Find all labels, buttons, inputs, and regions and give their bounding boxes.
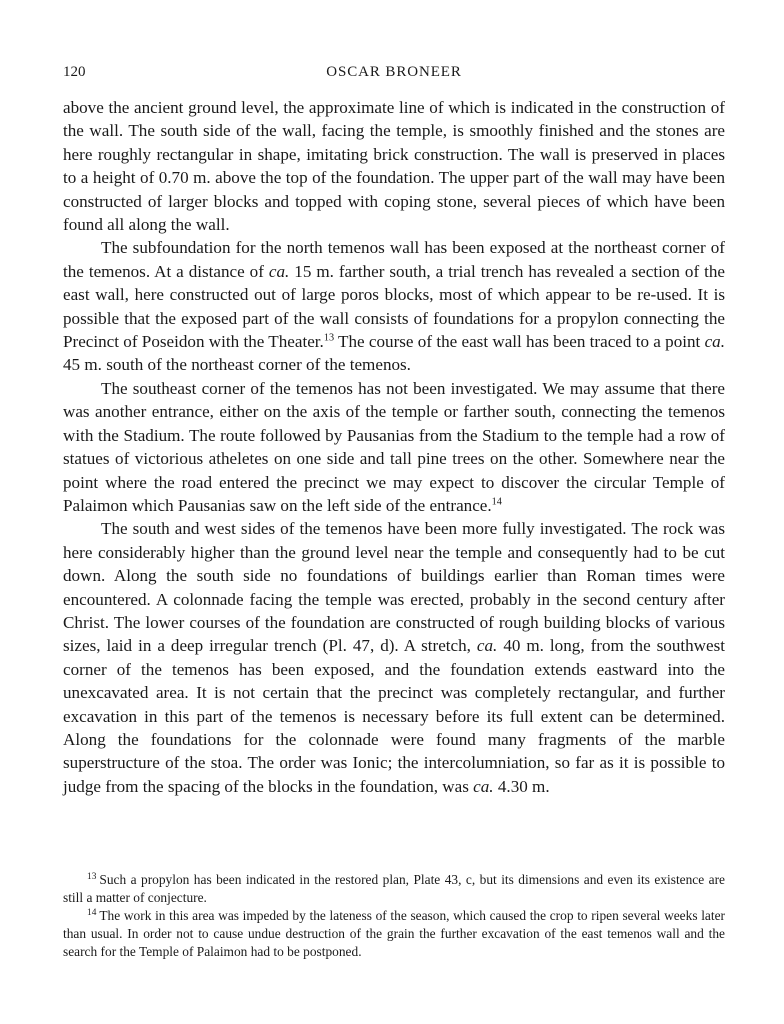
running-head: OSCAR BRONEER xyxy=(326,64,462,80)
text-segment: The course of the east wall has been traced to a point xyxy=(334,332,705,352)
page-number: 120 xyxy=(63,64,86,80)
italic-abbreviation: ca. xyxy=(268,261,290,281)
text-segment: The subfoundation for the north temenos wall has been exposed at the northeast corner of the temenos. At a distance of xyxy=(63,238,725,281)
book-page xyxy=(63,0,725,1024)
text-segment: 15 m. farther south, a trial trench has revealed a section of the east wall, here constructed out of large poros blocks, most of which appear to be re-used. It is possible that the exposed part of the wall consists of foundations for a propylon connecting the Precinct of Poseidon with the Theater. xyxy=(63,261,725,352)
footnote-text: Such a propylon has been indicated in the restored plan, Plate 43, c, but its dimensions and even its existence are still a matter of conjecture. xyxy=(63,872,725,905)
italic-abbreviation: ca. xyxy=(473,776,494,796)
footnote-13 xyxy=(63,871,725,907)
footnote-number: 13 xyxy=(87,871,97,882)
italic-abbreviation: ca. xyxy=(476,636,498,656)
footnote-reference: 14 xyxy=(491,496,502,508)
italic-abbreviation: ca. xyxy=(704,332,725,352)
footnote-text: The work in this area was impeded by the lateness of the season, which caused the crop to ripen several weeks later than usual. In order not to cause undue destruction of the grain the further excavation of the east temenos wall and the search for the Temple of Palaimon had to be postponed. xyxy=(63,908,725,959)
footnote-number: 14 xyxy=(87,907,97,918)
paragraph xyxy=(63,96,725,236)
paragraph xyxy=(63,377,725,517)
text-segment: 45 m. south of the northeast corner of the temenos. xyxy=(63,355,411,375)
text-segment: 4.30 m. xyxy=(493,776,550,796)
footnote-14 xyxy=(63,907,725,961)
paragraph xyxy=(63,236,725,376)
text-segment: The southeast corner of the temenos has not been investigated. We may assume that there was another entrance, either on the axis of the temple or farther south, connecting the temenos with the Stadium. The route followed by Pausanias from the Stadium to the temple had a row of statues of victorious atheletes on one side and tall pine trees on the other. Somewhere near the point where the road entered the precinct we may expect to discover the circular Temple of Palaimon which Pausanias saw on the left side of the entrance. xyxy=(63,378,725,515)
paragraph xyxy=(63,517,725,798)
text-segment: 40 m. long, from the southwest corner of the temenos has been exposed, and the foundation extends eastward into the unexcavated area. It is not certain that the precinct was completely rectangular, and further excavation in this part of the temenos is necessary before its full extent can be determined. Along the foundations for the colonnade were found many fragments of the marble superstructure of the stoa. The order was Ionic; the intercolumniation, so far as it is possible to judge from the spacing of the blocks in the foundation, was xyxy=(63,636,725,796)
page-header xyxy=(63,64,725,86)
footnote-reference: 13 xyxy=(323,332,335,344)
text-segment: above the ancient ground level, the approximate line of which is indicated in the construction of the wall. The south side of the wall, facing the temple, is smoothly finished and the stones are here roughly rectangular in shape, imitating brick construction. The wall is preserved in places to a height of 0.70 m. above the top of the foundation. The upper part of the wall may have been constructed of larger blocks and topped with coping stone, several pieces of which have been found all along the wall. xyxy=(63,98,725,235)
footnotes xyxy=(63,871,725,961)
text-segment: The south and west sides of the temenos have been more fully investigated. The rock was here considerably higher than the ground level near the temple and consequently had to be cut down. Along the south side no foundations of buildings earlier than Roman times were encountered. A colonnade facing the temple was erected, probably in the second century after Christ. The lower courses of the foundation are constructed of rough building blocks of various sizes, laid in a deep irregular trench (Pl. 47, d). A stretch, xyxy=(63,519,725,656)
body-text xyxy=(63,96,725,798)
